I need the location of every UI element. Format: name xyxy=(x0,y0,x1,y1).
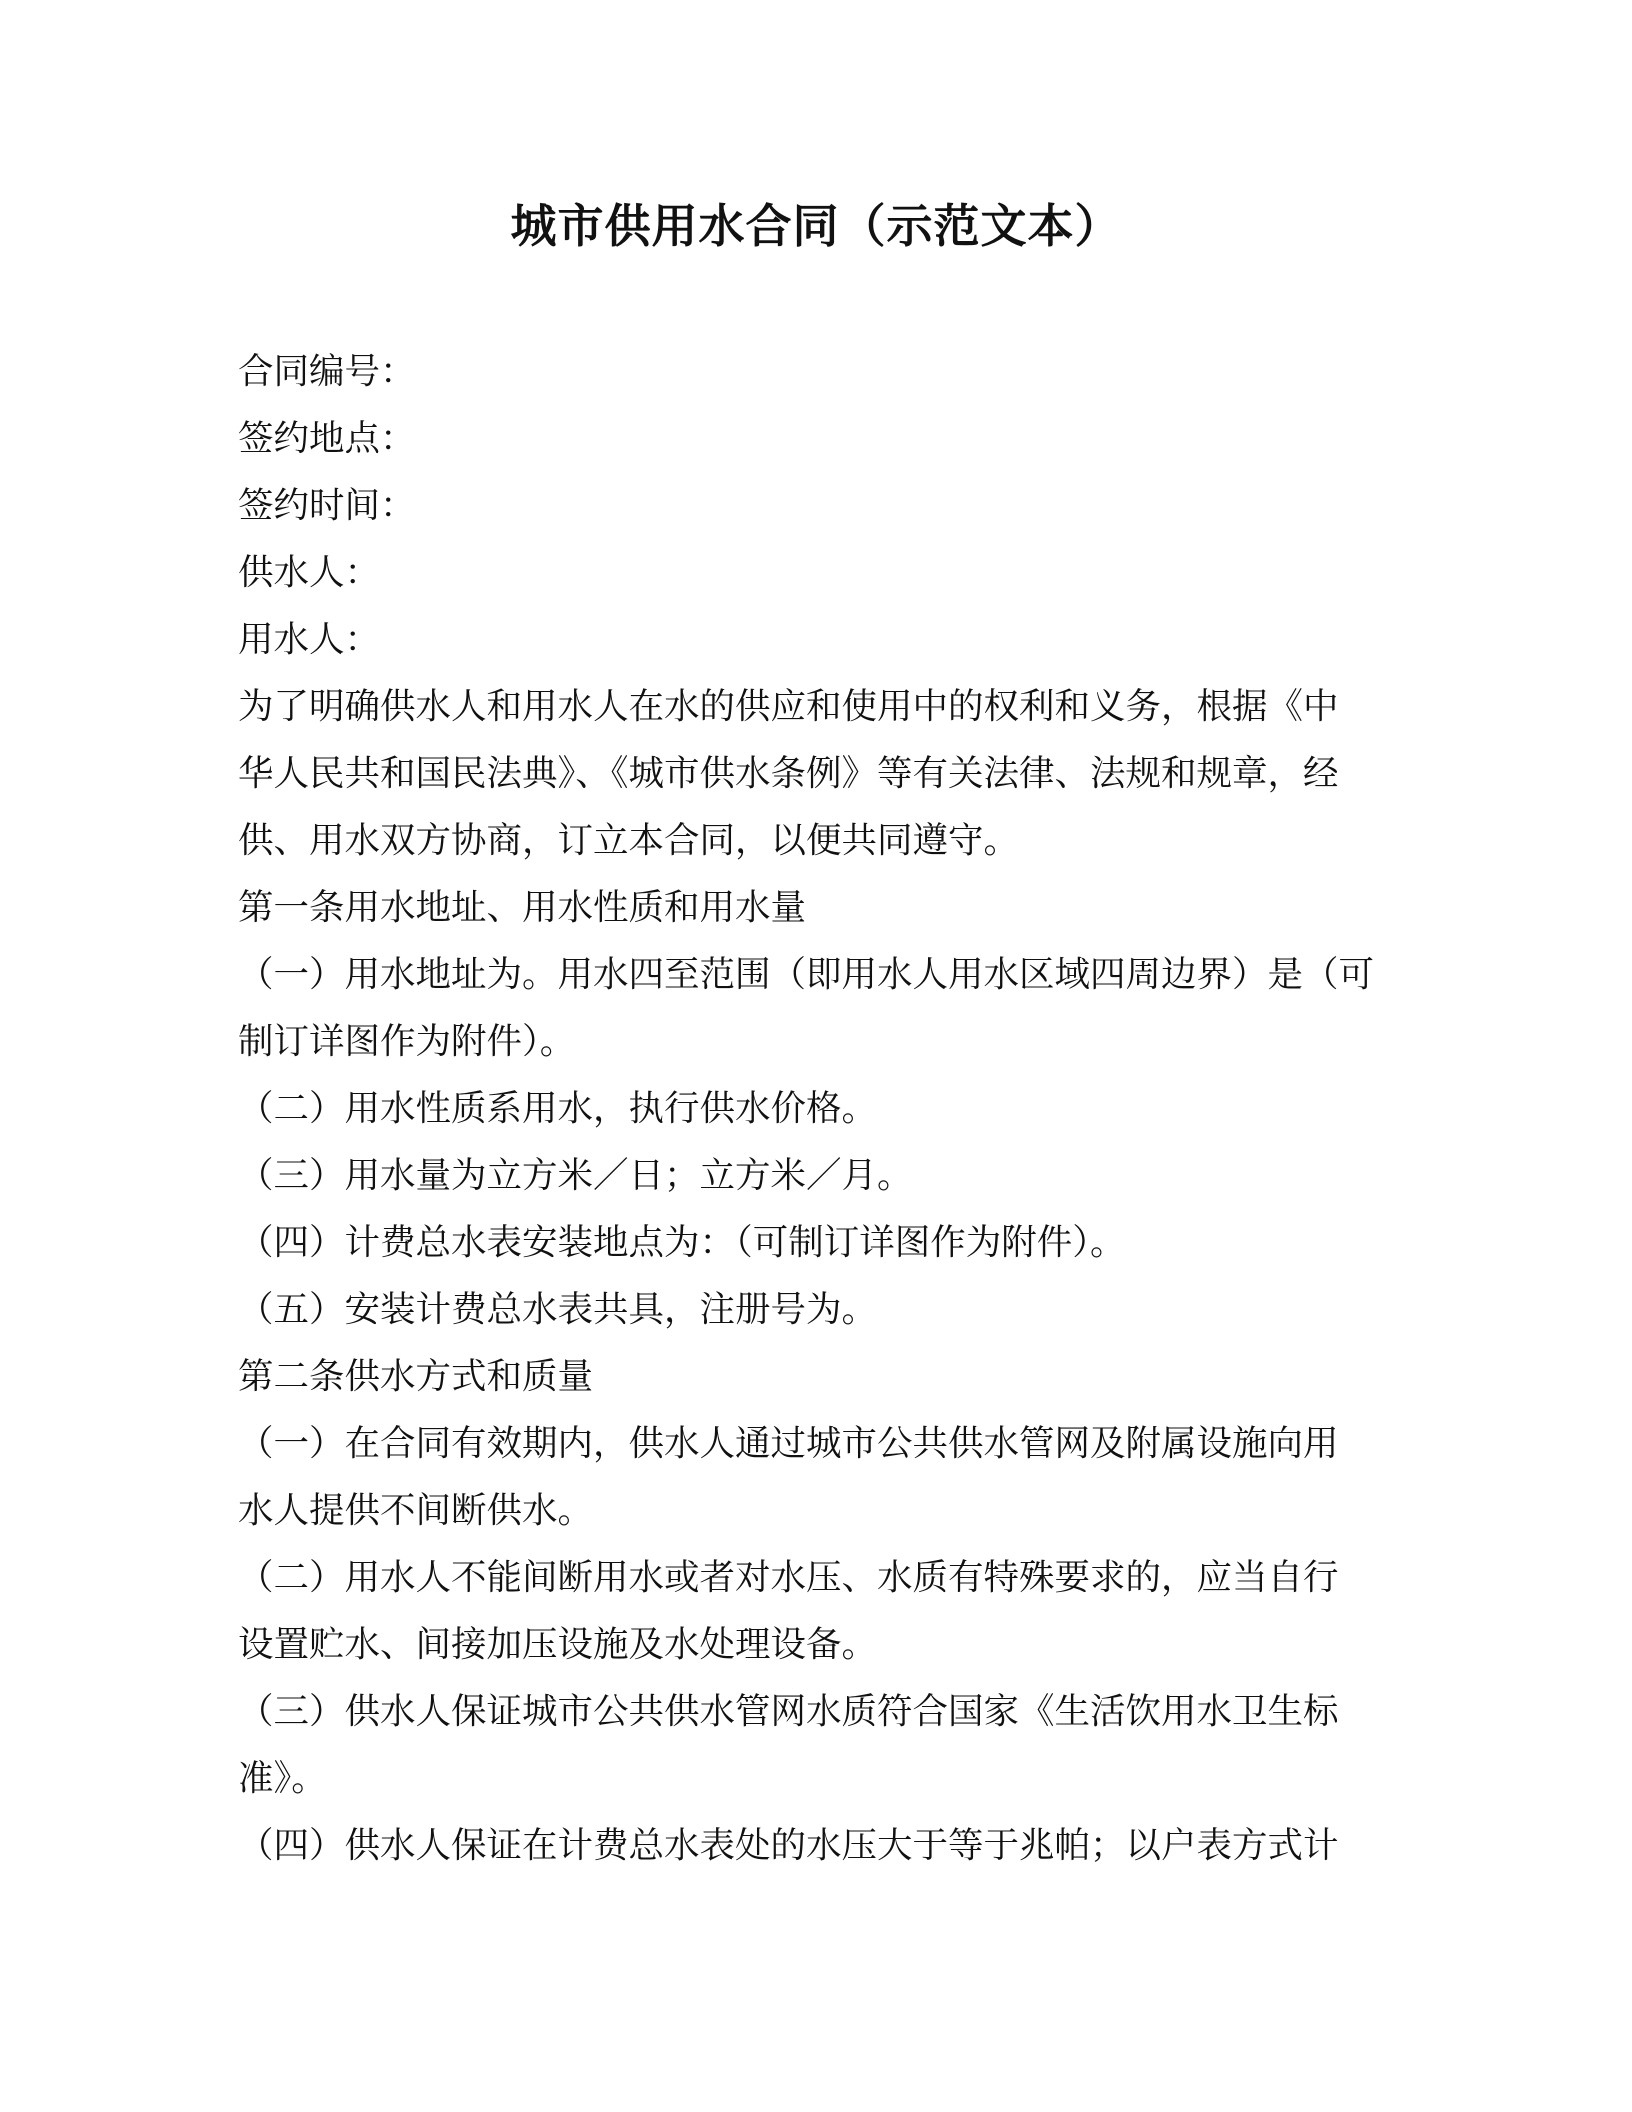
preamble-paragraph xyxy=(238,673,1398,874)
clause-line: （二）用水人不能间断用水或者对水压、水质有特殊要求的，应当自行 xyxy=(238,1557,1339,1598)
article-2-item-4 xyxy=(238,1812,1398,1879)
article-1-heading: 第一条用水地址、用水性质和用水量 xyxy=(238,887,807,928)
clause-line: （一）用水地址为。用水四至范围（即用水人用水区域四周边界）是（可 xyxy=(238,954,1375,995)
article-1-item-1 xyxy=(238,941,1398,1075)
article-1-item-5: （五）安装计费总水表共具，注册号为。 xyxy=(238,1289,878,1330)
field-water-user: 用水人： xyxy=(238,619,381,660)
field-water-supplier: 供水人： xyxy=(238,552,381,593)
preamble-line: 为了明确供水人和用水人在水的供应和使用中的权利和义务，根据《中 xyxy=(238,686,1339,727)
clause-line: （四）供水人保证在计费总水表处的水压大于等于兆帕；以户表方式计 xyxy=(238,1825,1339,1866)
preamble-line: 华人民共和国民法典》、《城市供水条例》等有关法律、法规和规章，经 xyxy=(238,753,1339,794)
article-2-item-2 xyxy=(238,1544,1398,1678)
clause-line: （一）在合同有效期内，供水人通过城市公共供水管网及附属设施向用 xyxy=(238,1423,1339,1464)
clause-line: 水人提供不间断供水。 xyxy=(238,1490,594,1531)
article-2-item-1 xyxy=(238,1410,1398,1544)
article-1-item-3: （三）用水量为立方米／日；立方米／月。 xyxy=(238,1155,913,1196)
article-1-item-2: （二）用水性质系用水，执行供水价格。 xyxy=(238,1088,878,1129)
article-2-heading: 第二条供水方式和质量 xyxy=(238,1356,594,1397)
document-body xyxy=(238,338,1398,1879)
clause-line: 制订详图作为附件）。 xyxy=(238,1021,576,1062)
field-signing-time: 签约时间： xyxy=(238,485,416,526)
article-2-item-3 xyxy=(238,1678,1398,1812)
field-contract-number: 合同编号： xyxy=(238,351,416,392)
clause-line: （三）供水人保证城市公共供水管网水质符合国家《生活饮用水卫生标 xyxy=(238,1691,1339,1732)
clause-line: 准》。 xyxy=(238,1758,327,1799)
article-1-item-4: （四）计费总水表安装地点为：（可制订详图作为附件）。 xyxy=(238,1222,1126,1263)
field-signing-place: 签约地点： xyxy=(238,418,416,459)
document-title: 城市供用水合同（示范文本） xyxy=(510,199,1122,253)
preamble-line: 供、用水双方协商，订立本合同，以便共同遵守。 xyxy=(238,820,1020,861)
clause-line: 设置贮水、间接加压设施及水处理设备。 xyxy=(238,1624,878,1665)
